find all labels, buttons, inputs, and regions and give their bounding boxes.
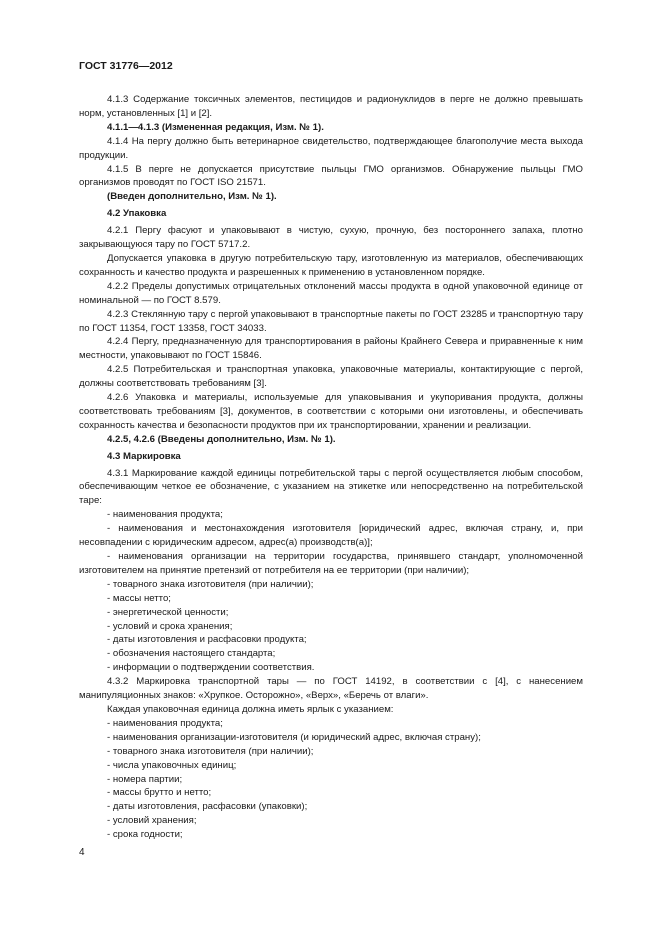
paragraph: Каждая упаковочная единица должна иметь ярлык с указанием: — [107, 703, 394, 715]
list-item: - товарного знака изготовителя (при наличии); — [107, 745, 314, 757]
paragraph: Допускается упаковка в другую потребительскую тару, изготовленную из материалов, обеспечивающих сохранность и качество продукта и разрешенных к применению в установленном порядке. — [79, 252, 583, 278]
paragraph: 4.2.4 Пергу, предназначенную для транспортирования в районы Крайнего Севера и приравненные к ним местности, упаковывают по ГОСТ 15846. — [79, 336, 583, 362]
paragraph: 4.2.6 Упаковка и материалы, используемые для упаковывания и укупоривания продукта, должны соответствовать требованиям [3], документов, в соответствии с которыми они изготовлены, и обеспечивать сохранность качества и безопасности продуктов при их транспортировании, хранении и реализации. — [79, 392, 583, 431]
paragraph: 4.3.2 Маркировка транспортной тары — по ГОСТ 14192, в соответствии с [4], с нанесением манипуляционных знаков: «Хрупкое. Осторожно», «Верх», «Беречь от влаги». — [79, 676, 583, 702]
paragraph: 4.2.3 Стеклянную тару с пергой упаковывают в транспортные пакеты по ГОСТ 23285 и транспортную тару по ГОСТ 11354, ГОСТ 13358, ГОСТ 34033. — [79, 308, 583, 334]
page-number: 4 — [79, 847, 85, 858]
document-code-header: ГОСТ 31776—2012 — [79, 60, 173, 72]
paragraph: 4.1.5 В перге не допускается присутствие пыльцы ГМО организмов. Обнаружение пыльцы ГМО организмов проводят по ГОСТ ISO 21571. — [79, 163, 583, 189]
list-item: - даты изготовления, расфасовки (упаковки); — [107, 801, 308, 813]
paragraph: 4.3.1 Маркирование каждой единицы потребительской тары с пергой осуществляется любым способом, обеспечивающим четкое ее обозначение, с указанием на этикетке или непосредственно на потребительской таре: — [79, 467, 583, 507]
list-item: - товарного знака изготовителя (при наличии); — [107, 578, 314, 590]
list-item: - наименования организации на территории государства, принявшего стандарт, уполномоченной изготовителем на принятие претензий от потребителя на ее территории (при наличии); — [79, 551, 583, 576]
list-item: - даты изготовления и расфасовки продукта; — [107, 634, 307, 646]
list-item: - информации о подтверждении соответствия. — [107, 662, 315, 674]
paragraph: 4.1.4 На пергу должно быть ветеринарное свидетельство, подтверждающее благополучие места выхода продукции. — [79, 135, 583, 161]
list-item: - срока годности; — [107, 829, 183, 841]
list-item: - наименования продукта; — [107, 717, 223, 729]
paragraph: 4.1.3 Содержание токсичных элементов, пестицидов и радионуклидов в перге не должно превышать норм, установленных [1] и [2]. — [79, 94, 583, 119]
amendment-note: (Введен дополнительно, Изм. № 1). — [107, 191, 277, 203]
section-heading: 4.3 Маркировка — [107, 450, 181, 462]
paragraph: 4.2.5 Потребительская и транспортная упаковка, упаковочные материалы, контактирующие с пергой, должны соответствовать требованиям [3]. — [79, 364, 583, 390]
list-item: - наименования и местонахождения изготовителя [юридический адрес, включая страну, и, при несовпадении с юридическим адресом, адрес(а) производств(а)]; — [79, 523, 583, 549]
document-body — [79, 93, 583, 842]
paragraph: 4.2.1 Пергу фасуют и упаковывают в чистую, сухую, прочную, без постороннего запаха, плотно закрывающуюся тару по ГОСТ 5717.2. — [79, 225, 583, 251]
section-heading: 4.2 Упаковка — [107, 208, 167, 220]
list-item: - условий и срока хранения; — [107, 620, 233, 632]
list-item: - обозначения настоящего стандарта; — [107, 648, 276, 660]
amendment-note: 4.2.5, 4.2.6 (Введены дополнительно, Изм. № 1). — [107, 433, 336, 445]
list-item: - числа упаковочных единиц; — [107, 759, 237, 771]
list-item: - номера партии; — [107, 773, 183, 785]
list-item: - наименования организации-изготовителя (и юридический адрес, включая страну); — [107, 731, 481, 743]
paragraph: 4.2.2 Пределы допустимых отрицательных отклонений массы продукта в одной упаковочной единице от номинальной — по ГОСТ 8.579. — [79, 280, 583, 306]
list-item: - массы брутто и нетто; — [107, 787, 212, 799]
list-item: - наименования продукта; — [107, 509, 223, 521]
list-item: - условий хранения; — [107, 815, 197, 827]
list-item: - энергетической ценности; — [107, 606, 229, 618]
list-item: - массы нетто; — [107, 592, 171, 604]
amendment-note: 4.1.1—4.1.3 (Измененная редакция, Изм. № 1). — [107, 121, 324, 133]
